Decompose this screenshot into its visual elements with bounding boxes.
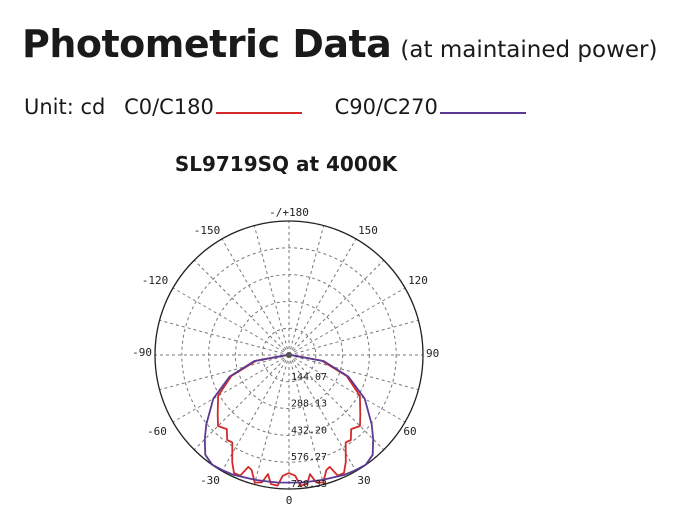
title-subtitle: (at maintained power) <box>400 37 658 63</box>
angle-tick-label: 0 <box>285 494 293 507</box>
grid-spoke <box>289 320 418 355</box>
grid-spoke <box>289 260 384 355</box>
radial-tick-label: 432.20 <box>290 425 328 437</box>
legend-c0-label: C0/C180 <box>124 95 214 119</box>
grid-spoke <box>160 320 289 355</box>
center-dot <box>286 352 292 358</box>
angle-tick-label: -90 <box>132 346 152 359</box>
grid-spoke <box>222 239 289 355</box>
grid-spoke <box>173 355 289 422</box>
title-main: Photometric Data <box>22 22 392 66</box>
angle-tick-label: -150 <box>193 224 221 237</box>
radial-tick-label: 576.27 <box>290 452 328 464</box>
unit-label: Unit: cd <box>24 95 106 119</box>
angle-tick-label: 90 <box>426 347 440 360</box>
angle-tick-label: -30 <box>200 474 220 487</box>
grid-spoke <box>173 288 289 355</box>
chart-title: SL9719SQ at 4000K <box>174 152 398 176</box>
grid-spoke <box>289 355 405 422</box>
grid-spoke <box>254 355 289 484</box>
radial-tick-label: 288.13 <box>290 398 328 410</box>
radial-tick-label: 720.33 <box>290 479 328 490</box>
radial-tick-label: 144.07 <box>290 371 328 383</box>
grid-spoke <box>289 288 405 355</box>
grid-spoke <box>289 226 324 355</box>
angle-tick-label: 30 <box>357 474 371 487</box>
grid-spoke <box>254 226 289 355</box>
angle-tick-label: -60 <box>147 425 167 438</box>
legend-c90-label: C90/C270 <box>334 95 438 119</box>
angle-tick-label: -120 <box>141 274 169 287</box>
grid-spoke <box>194 260 289 355</box>
angle-tick-label: 60 <box>403 425 417 438</box>
angle-tick-label: -/+180 <box>269 206 309 219</box>
grid-spoke <box>289 239 356 355</box>
angle-tick-label: 120 <box>408 274 428 287</box>
polar-labels <box>132 206 439 507</box>
angle-tick-label: 150 <box>358 224 378 237</box>
